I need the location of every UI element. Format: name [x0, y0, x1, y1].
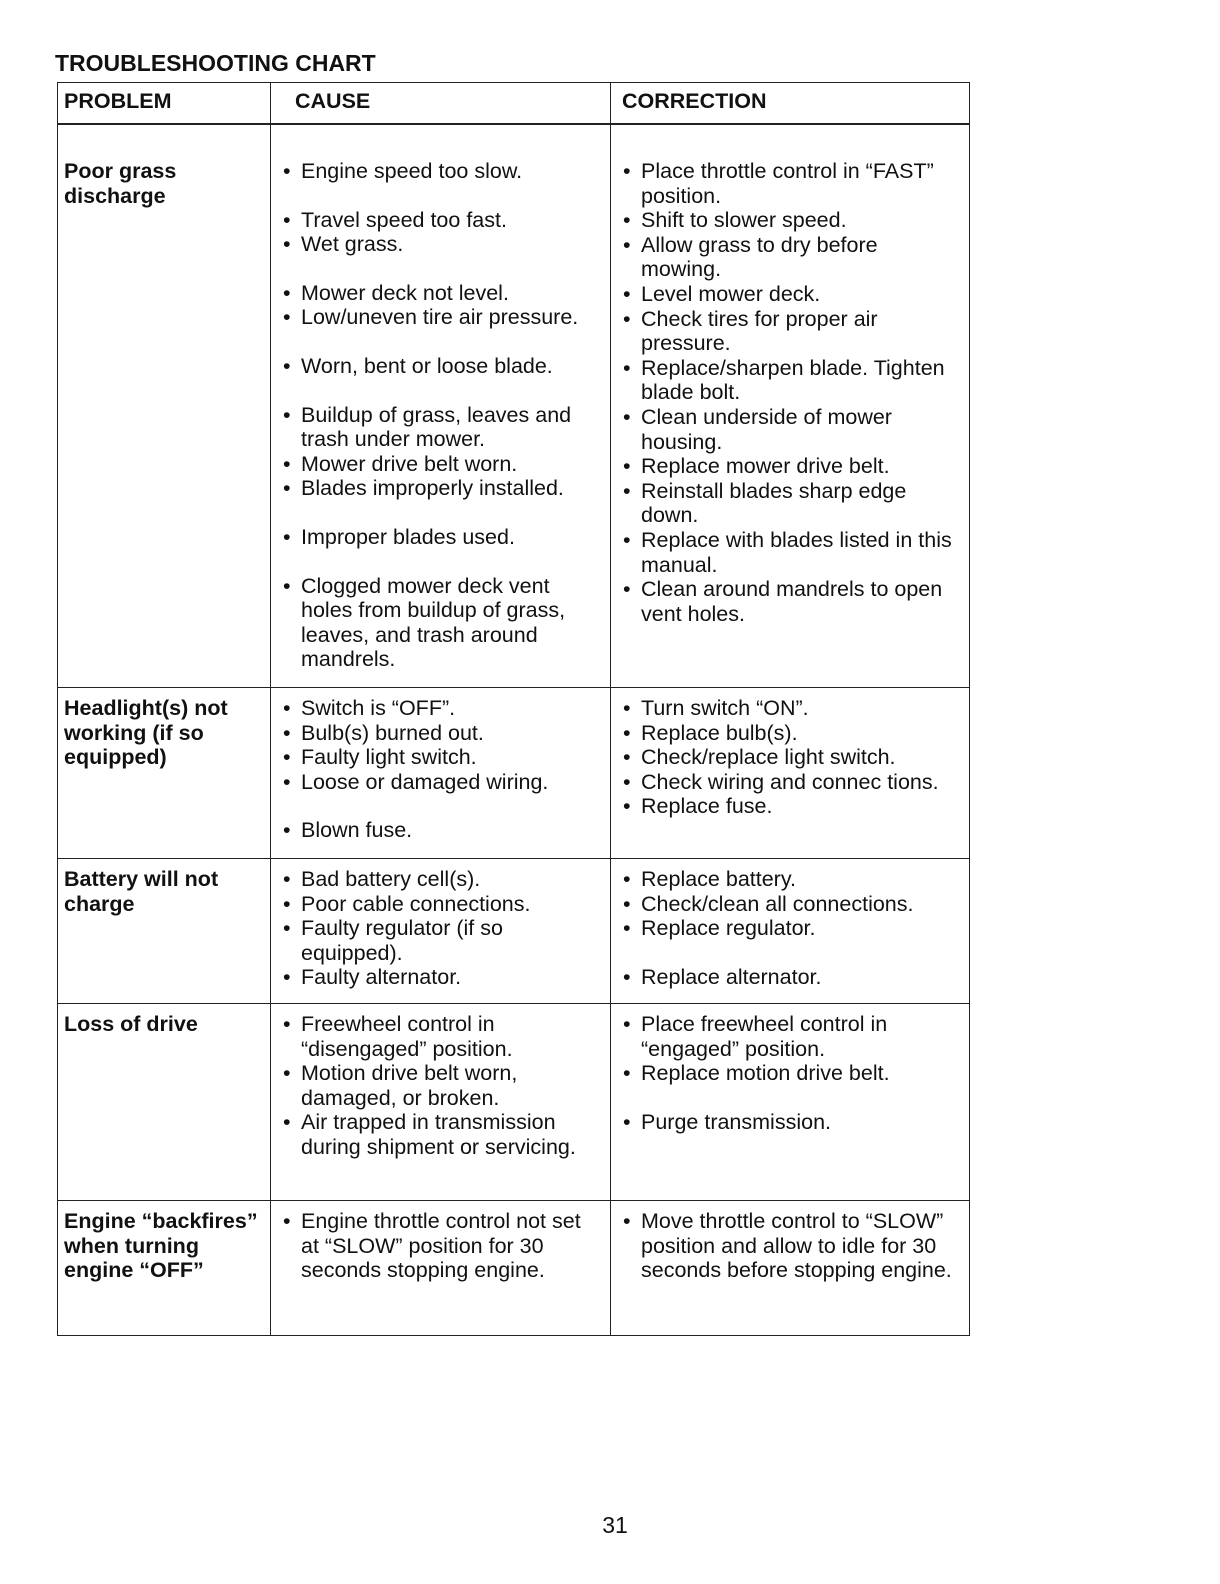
page-number: 31 — [602, 1512, 628, 1538]
problem-cell: Loss of drive — [58, 1004, 271, 1201]
correction-cell — [611, 1004, 970, 1201]
cause-item: • Travel speed too fast. — [283, 207, 507, 232]
header-problem: PROBLEM — [58, 83, 271, 125]
correction-item: • Replace with blades listed in this manual. — [623, 527, 952, 577]
cause-item: • Wet grass. — [283, 232, 404, 257]
problem-cell: Poor grass discharge — [58, 124, 271, 688]
cause-item: • Faulty alternator. — [283, 965, 462, 990]
correction-item: • Place freewheel control in “engaged” position. — [623, 1012, 888, 1061]
cause-item: • Loose or damaged wiring. — [283, 769, 549, 794]
correction-item: • Replace regulator. — [623, 916, 816, 941]
cause-item: • Motion drive belt worn, damaged, or broken. — [283, 1061, 518, 1110]
correction-item: • Replace battery. — [623, 867, 796, 891]
cause-item: • Blades improperly installed. — [283, 476, 564, 501]
problem-cell: Battery will not charge — [58, 859, 271, 1004]
cause-cell — [271, 688, 611, 859]
correction-item: • Level mower deck. — [623, 281, 821, 306]
table-row — [58, 859, 970, 1004]
correction-item: • Reinstall blades sharp edge down. — [623, 478, 907, 528]
chart-title: TROUBLESHOOTING CHART — [55, 50, 376, 76]
correction-item: • Shift to slower speed. — [623, 208, 847, 233]
cause-item: • Mower drive belt worn. — [283, 451, 518, 476]
correction-item: • Check tires for proper air pressure. — [623, 306, 878, 356]
correction-item: • Check wiring and connec tions. — [623, 769, 939, 794]
correction-cell — [611, 1201, 970, 1336]
cause-cell — [271, 1201, 611, 1336]
correction-item: • Check/clean all connections. — [623, 891, 914, 916]
header-cause: CAUSE — [271, 83, 611, 125]
cause-item: • Freewheel control in “disengaged” position. — [283, 1012, 513, 1061]
cause-item: • Worn, bent or loose blade. — [283, 353, 553, 378]
cause-cell — [271, 1004, 611, 1201]
correction-cell — [611, 124, 970, 688]
cause-item: • Air trapped in transmission during shipment or servicing. — [283, 1110, 576, 1159]
cause-item: • Bad battery cell(s). — [283, 867, 481, 891]
cause-item: • Low/uneven tire air pressure. — [283, 305, 579, 330]
correction-item: • Allow grass to dry before mowing. — [623, 232, 878, 282]
cause-item: • Poor cable connections. — [283, 891, 531, 916]
correction-item: • Purge transmission. — [623, 1109, 831, 1134]
correction-item: • Place throttle control in “FAST” position. — [623, 159, 934, 208]
correction-item: • Replace/sharpen blade. Tighten blade bolt. — [623, 355, 945, 405]
cause-item: • Bulb(s) burned out. — [283, 720, 484, 745]
header-correction: CORRECTION — [611, 83, 970, 125]
cause-item: • Switch is “OFF”. — [283, 696, 456, 720]
correction-item: • Replace fuse. — [623, 794, 773, 819]
correction-item: • Turn switch “ON”. — [623, 696, 809, 720]
cause-item: • Mower deck not level. — [283, 280, 509, 305]
cause-cell — [271, 124, 611, 688]
correction-item: • Replace bulb(s). — [623, 720, 798, 745]
table-row — [58, 688, 970, 859]
cause-item: • Engine speed too slow. — [283, 159, 523, 183]
correction-item: • Replace alternator. — [623, 964, 822, 989]
correction-item: • Move throttle control to “SLOW” position and allow to idle for 30 seconds before stopping engine. — [623, 1209, 952, 1283]
correction-cell — [611, 859, 970, 1004]
correction-item: • Replace mower drive belt. — [623, 454, 890, 479]
correction-cell — [611, 688, 970, 859]
problem-cell: Engine “backfires” when turning engine “OFF” — [58, 1201, 271, 1336]
table-row — [58, 124, 970, 688]
cause-item: • Improper blades used. — [283, 524, 515, 549]
problem-cell: Headlight(s) not working (if so equipped) — [58, 688, 271, 859]
cause-item: • Blown fuse. — [283, 818, 413, 843]
table-row — [58, 1004, 970, 1201]
correction-item: • Clean underside of mower housing. — [623, 404, 892, 454]
cause-item: • Faulty regulator (if so equipped). — [283, 916, 503, 965]
correction-item: • Clean around mandrels to open vent holes. — [623, 577, 943, 626]
header-row — [58, 83, 970, 125]
table-row — [58, 1201, 970, 1336]
cause-item: • Faulty light switch. — [283, 745, 477, 770]
cause-item: • Buildup of grass, leaves and trash under mower. — [283, 402, 572, 452]
cause-cell — [271, 859, 611, 1004]
cause-item: • Clogged mower deck vent holes from buildup of grass, leaves, and trash around mandrels. — [283, 573, 566, 672]
correction-item: • Replace motion drive belt. — [623, 1061, 890, 1086]
troubleshooting-table — [57, 82, 970, 1336]
correction-item: • Check/replace light switch. — [623, 745, 896, 770]
cause-item: • Engine throttle control not set at “SLOW” position for 30 seconds stopping engine. — [283, 1209, 581, 1283]
